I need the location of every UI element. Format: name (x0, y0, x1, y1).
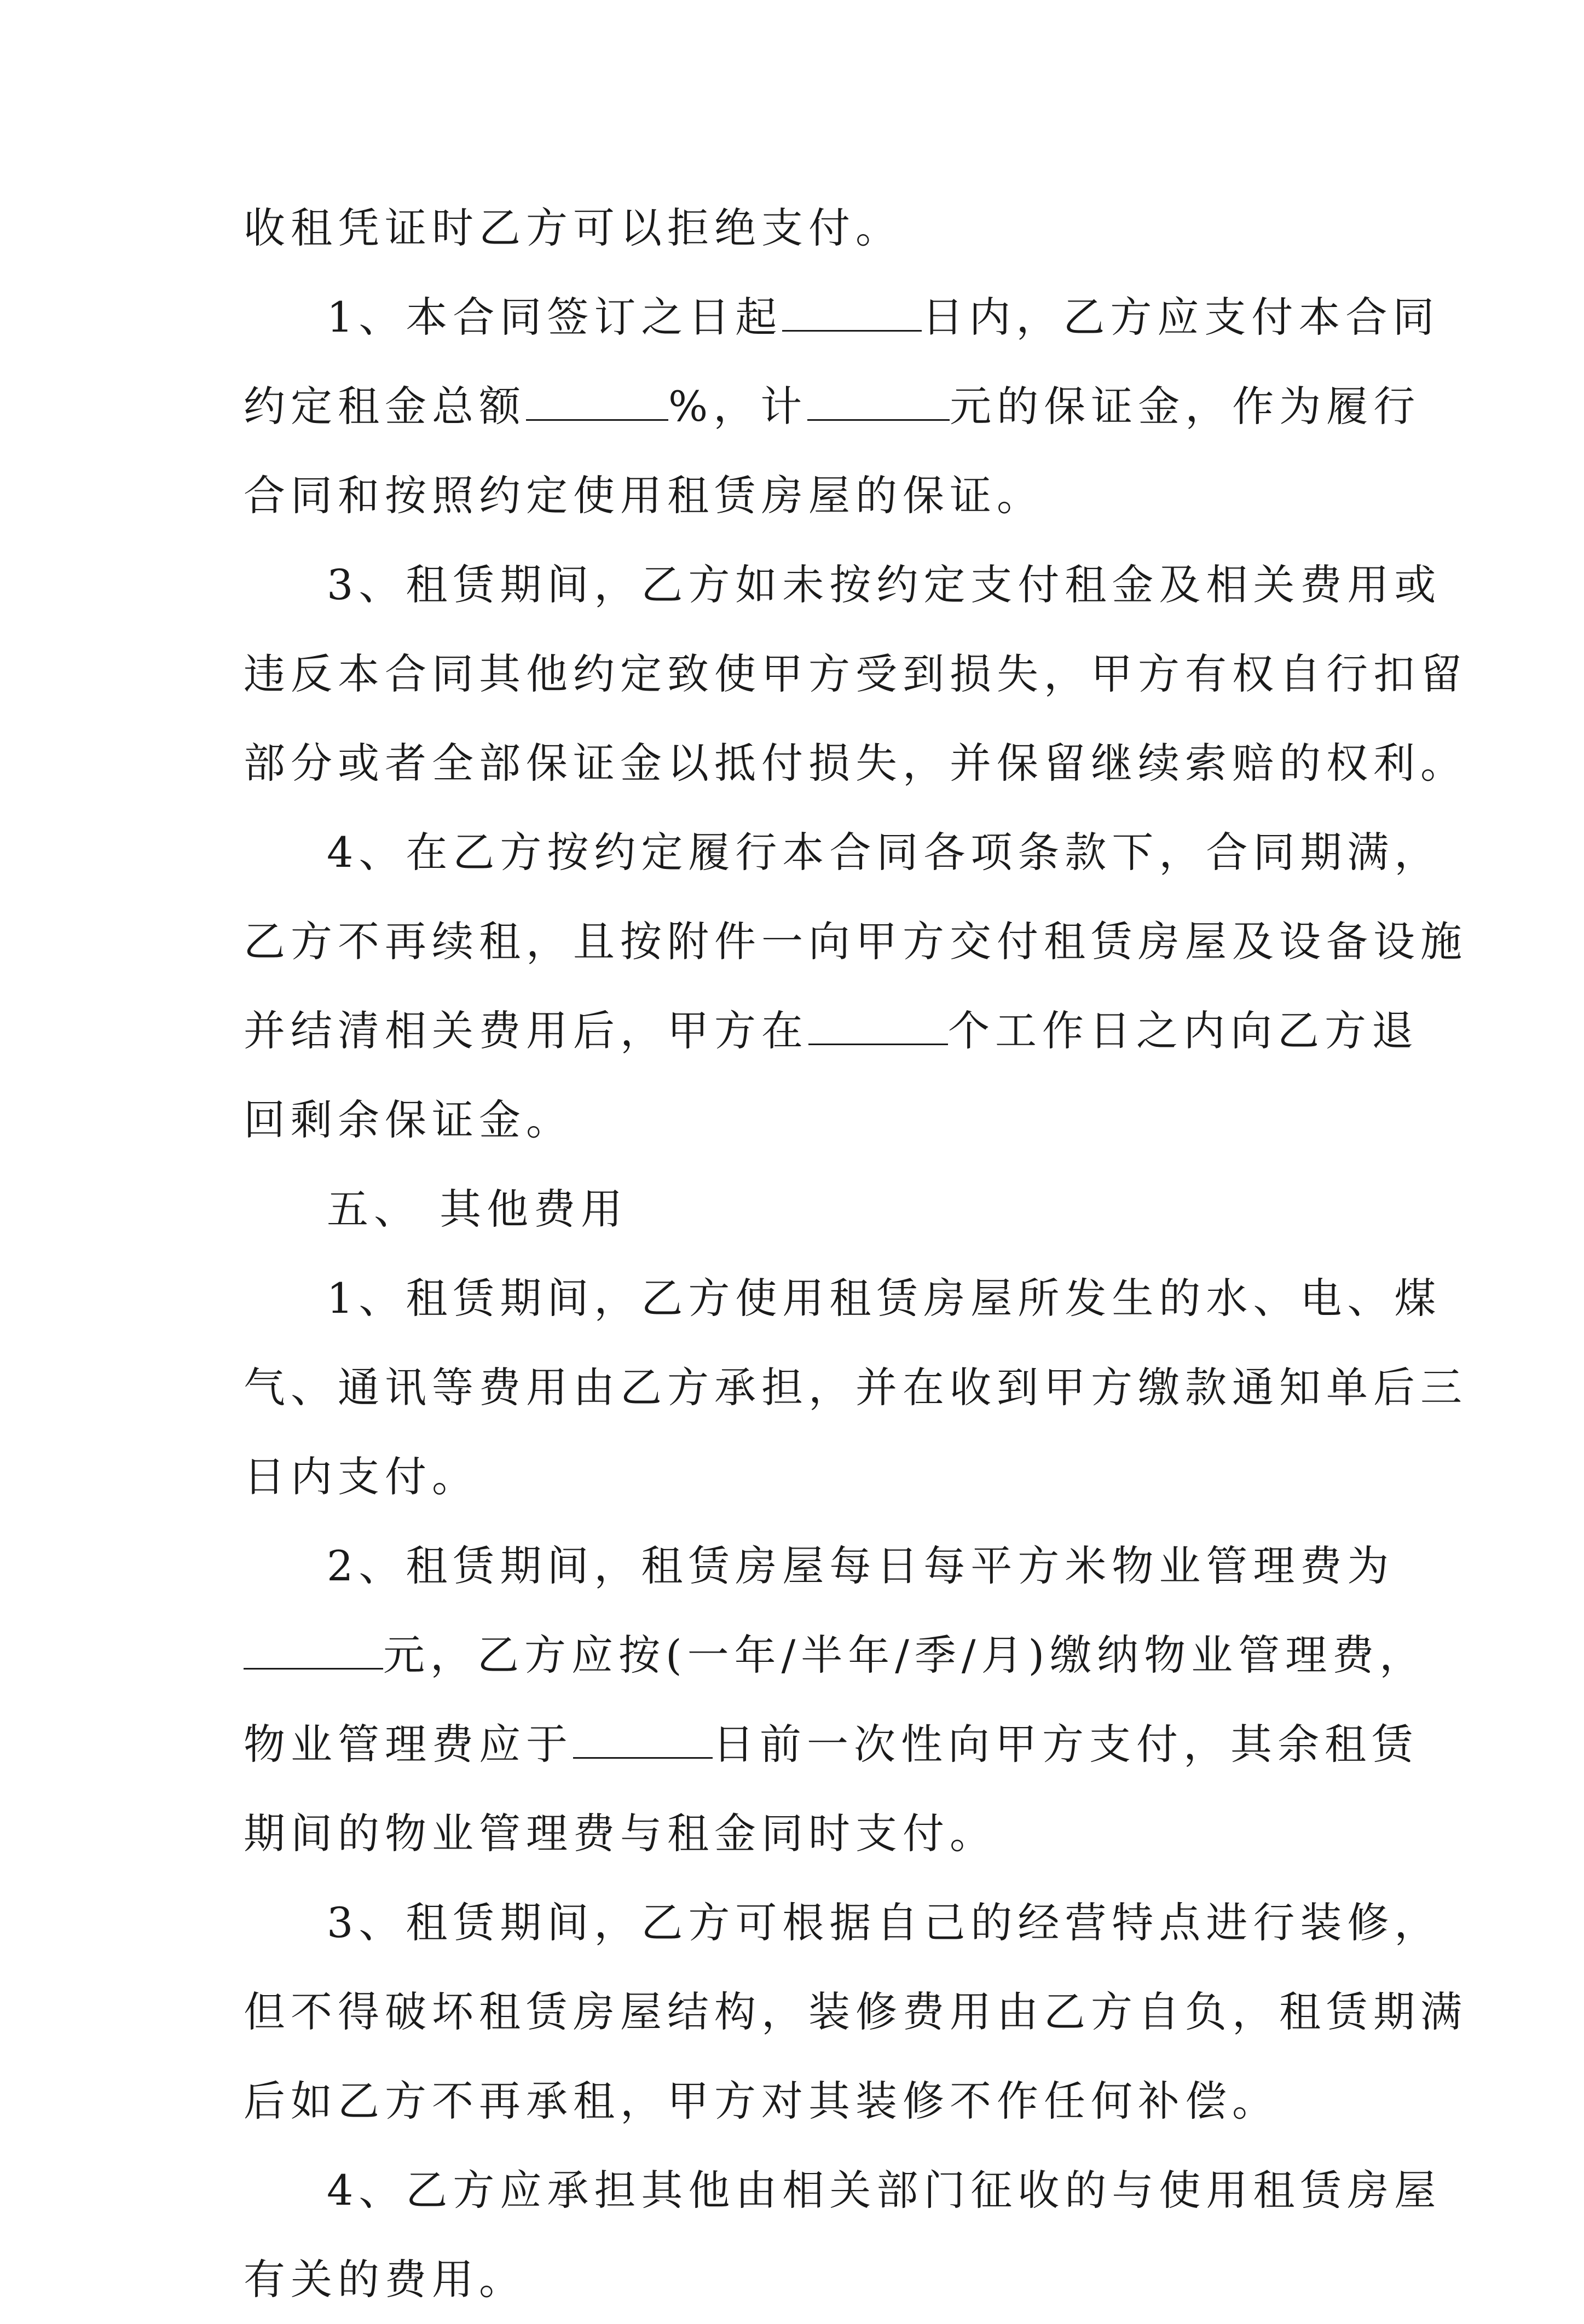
text-line: 3、租赁期间，乙方可根据自己的经营特点进行装修， (327, 1898, 1442, 1947)
text-line: 合同和按照约定使用租赁房屋的保证。 (244, 471, 1044, 520)
text-line: 约定租金总额 %，计 元的保证金，作为履行 (244, 382, 1421, 431)
fill-in-blank[interactable] (573, 1724, 713, 1759)
text-line: 乙方不再续租，且按附件一向甲方交付租赁房屋及设备设施 (244, 917, 1467, 966)
text-line: 物业管理费应于 日前一次性向甲方支付，其余租赁 (244, 1720, 1419, 1769)
document-body (244, 183, 1467, 2324)
fill-in-blank[interactable] (526, 386, 668, 421)
text-line: 日内支付。 (244, 1452, 479, 1501)
text-line: 但不得破坏租赁房屋结构，装修费用由乙方自负，租赁期满 (244, 1987, 1467, 2036)
text-line: 回剩余保证金。 (244, 1096, 573, 1144)
paragraph-fees-2 (244, 1521, 1427, 1878)
text-line: 1、租赁期间，乙方使用租赁房屋所发生的水、电、煤 (327, 1274, 1442, 1323)
fill-in-blank[interactable] (244, 1635, 383, 1670)
paragraph-continuation (244, 183, 1355, 273)
section-heading: 五、 其他费用 (327, 1185, 628, 1233)
text-line: 元，乙方应按(一年/半年/季/月)缴纳物业管理费， (244, 1610, 1355, 1700)
text-line: 1、本合同签订之日起 日内，乙方应支付本合同 (327, 293, 1440, 341)
fill-in-blank[interactable] (782, 297, 922, 332)
text-line: 气、通讯等费用由乙方承担，并在收到甲方缴款通知单后三 (244, 1363, 1467, 1412)
text-line: 3、租赁期间，乙方如未按约定支付租金及相关费用或 (327, 560, 1442, 609)
text-line: 部分或者全部保证金以抵付损失，并保留继续索赔的权利。 (244, 739, 1467, 787)
text-line: 有关的费用。 (244, 2255, 526, 2304)
text-line: 期间的物业管理费与租金同时支付。 (244, 1809, 997, 1858)
text-line: 并结清相关费用后，甲方在 个工作日之内向乙方退 (244, 1006, 1419, 1055)
paragraph-fees-1 (244, 1254, 1467, 1521)
paragraph-deposit-4 (244, 808, 1467, 1164)
text-line: 违反本合同其他约定致使甲方受到损失，甲方有权自行扣留 (244, 650, 1467, 698)
text-line: 收租凭证时乙方可以拒绝支付。 (244, 204, 903, 252)
paragraph-fees-3 (244, 1878, 1467, 2146)
paragraph-deposit-3 (244, 540, 1467, 808)
text-line: 4、在乙方按约定履行本合同各项条款下，合同期满， (327, 828, 1442, 877)
text-line: 2、租赁期间，租赁房屋每日每平方米物业管理费为 (327, 1541, 1395, 1590)
fill-in-blank[interactable] (807, 386, 950, 421)
paragraph-deposit-1 (244, 273, 1440, 540)
paragraph-fees-4 (244, 2146, 1442, 2324)
fill-in-blank[interactable] (808, 1011, 948, 1045)
text-line: 4、乙方应承担其他由相关部门征收的与使用租赁房屋 (327, 2166, 1442, 2215)
text-line: 后如乙方不再承租，甲方对其装修不作任何补偿。 (244, 2077, 1279, 2125)
